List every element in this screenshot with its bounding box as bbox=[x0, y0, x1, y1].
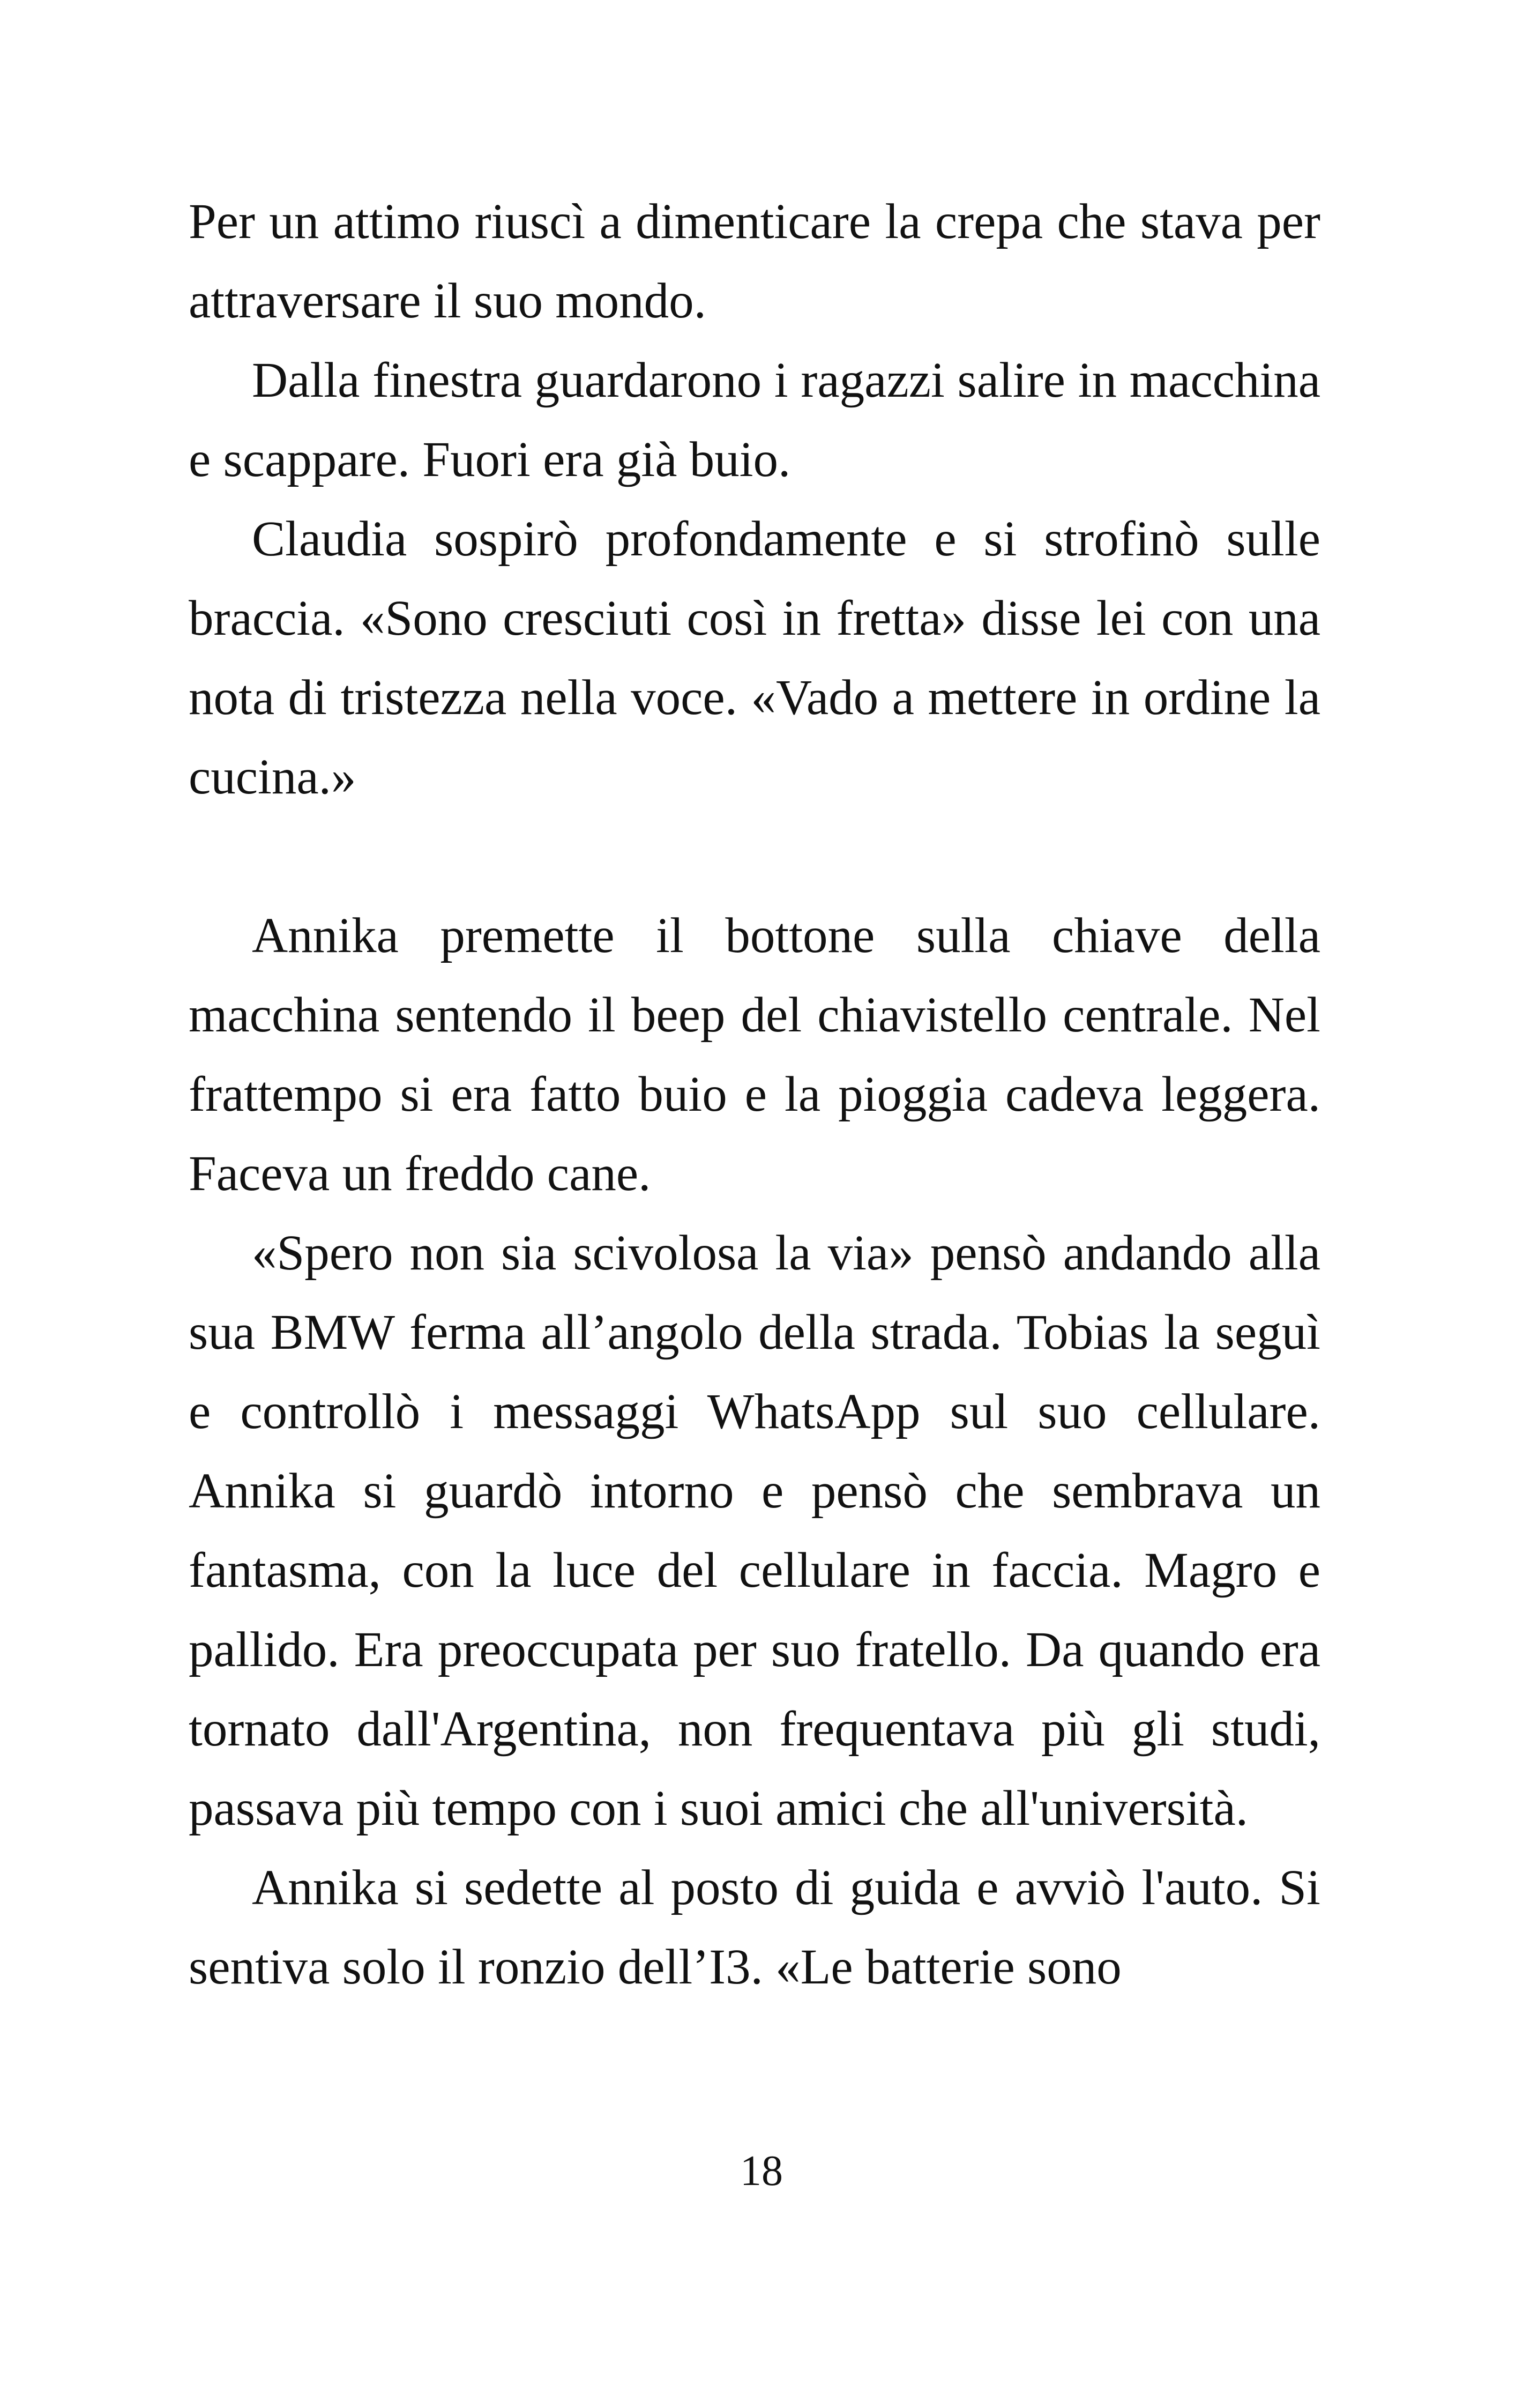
paragraph: Per un attimo riuscì a dimenticare la crepa che stava per attraversare il suo mondo. bbox=[189, 194, 1320, 329]
paragraph: «Spero non sia scivolosa la via» pensò andando alla sua BMW ferma all’angolo della strada. Tobias la seguì e controllò i messaggi WhatsApp sul suo cellulare. Annika si guardò intorno e pensò che sembrava un fantasma, con la luce del cellulare in faccia. Magro e pallido. Era preoccupata per suo fratello. Da quando era tornato dall'Argentina, non frequentava più gli studi, passava più tempo con i suoi amici che all'università. bbox=[189, 1225, 1320, 1836]
paragraph: Annika premette il bottone sulla chiave della macchina sentendo il beep del chiavistello centrale. Nel frattempo si era fatto buio e la pioggia cadeva leggera. Faceva un freddo cane. bbox=[189, 908, 1320, 1201]
body-text bbox=[189, 182, 1320, 2007]
section-break bbox=[189, 817, 1320, 896]
paragraph: Claudia sospirò profondamente e si strofinò sulle braccia. «Sono cresciuti così in fretta» disse lei con una nota di tristezza nella voce. «Vado a mettere in ordine la cucina.» bbox=[189, 511, 1320, 805]
page-number: 18 bbox=[740, 2147, 783, 2195]
paragraph: Dalla finestra guardarono i ragazzi salire in macchina e scappare. Fuori era già buio. bbox=[189, 353, 1320, 487]
paragraph: Annika si sedette al posto di guida e avviò l'auto. Si sentiva solo il ronzio dell’I3. «Le batterie sono bbox=[189, 1860, 1320, 1995]
